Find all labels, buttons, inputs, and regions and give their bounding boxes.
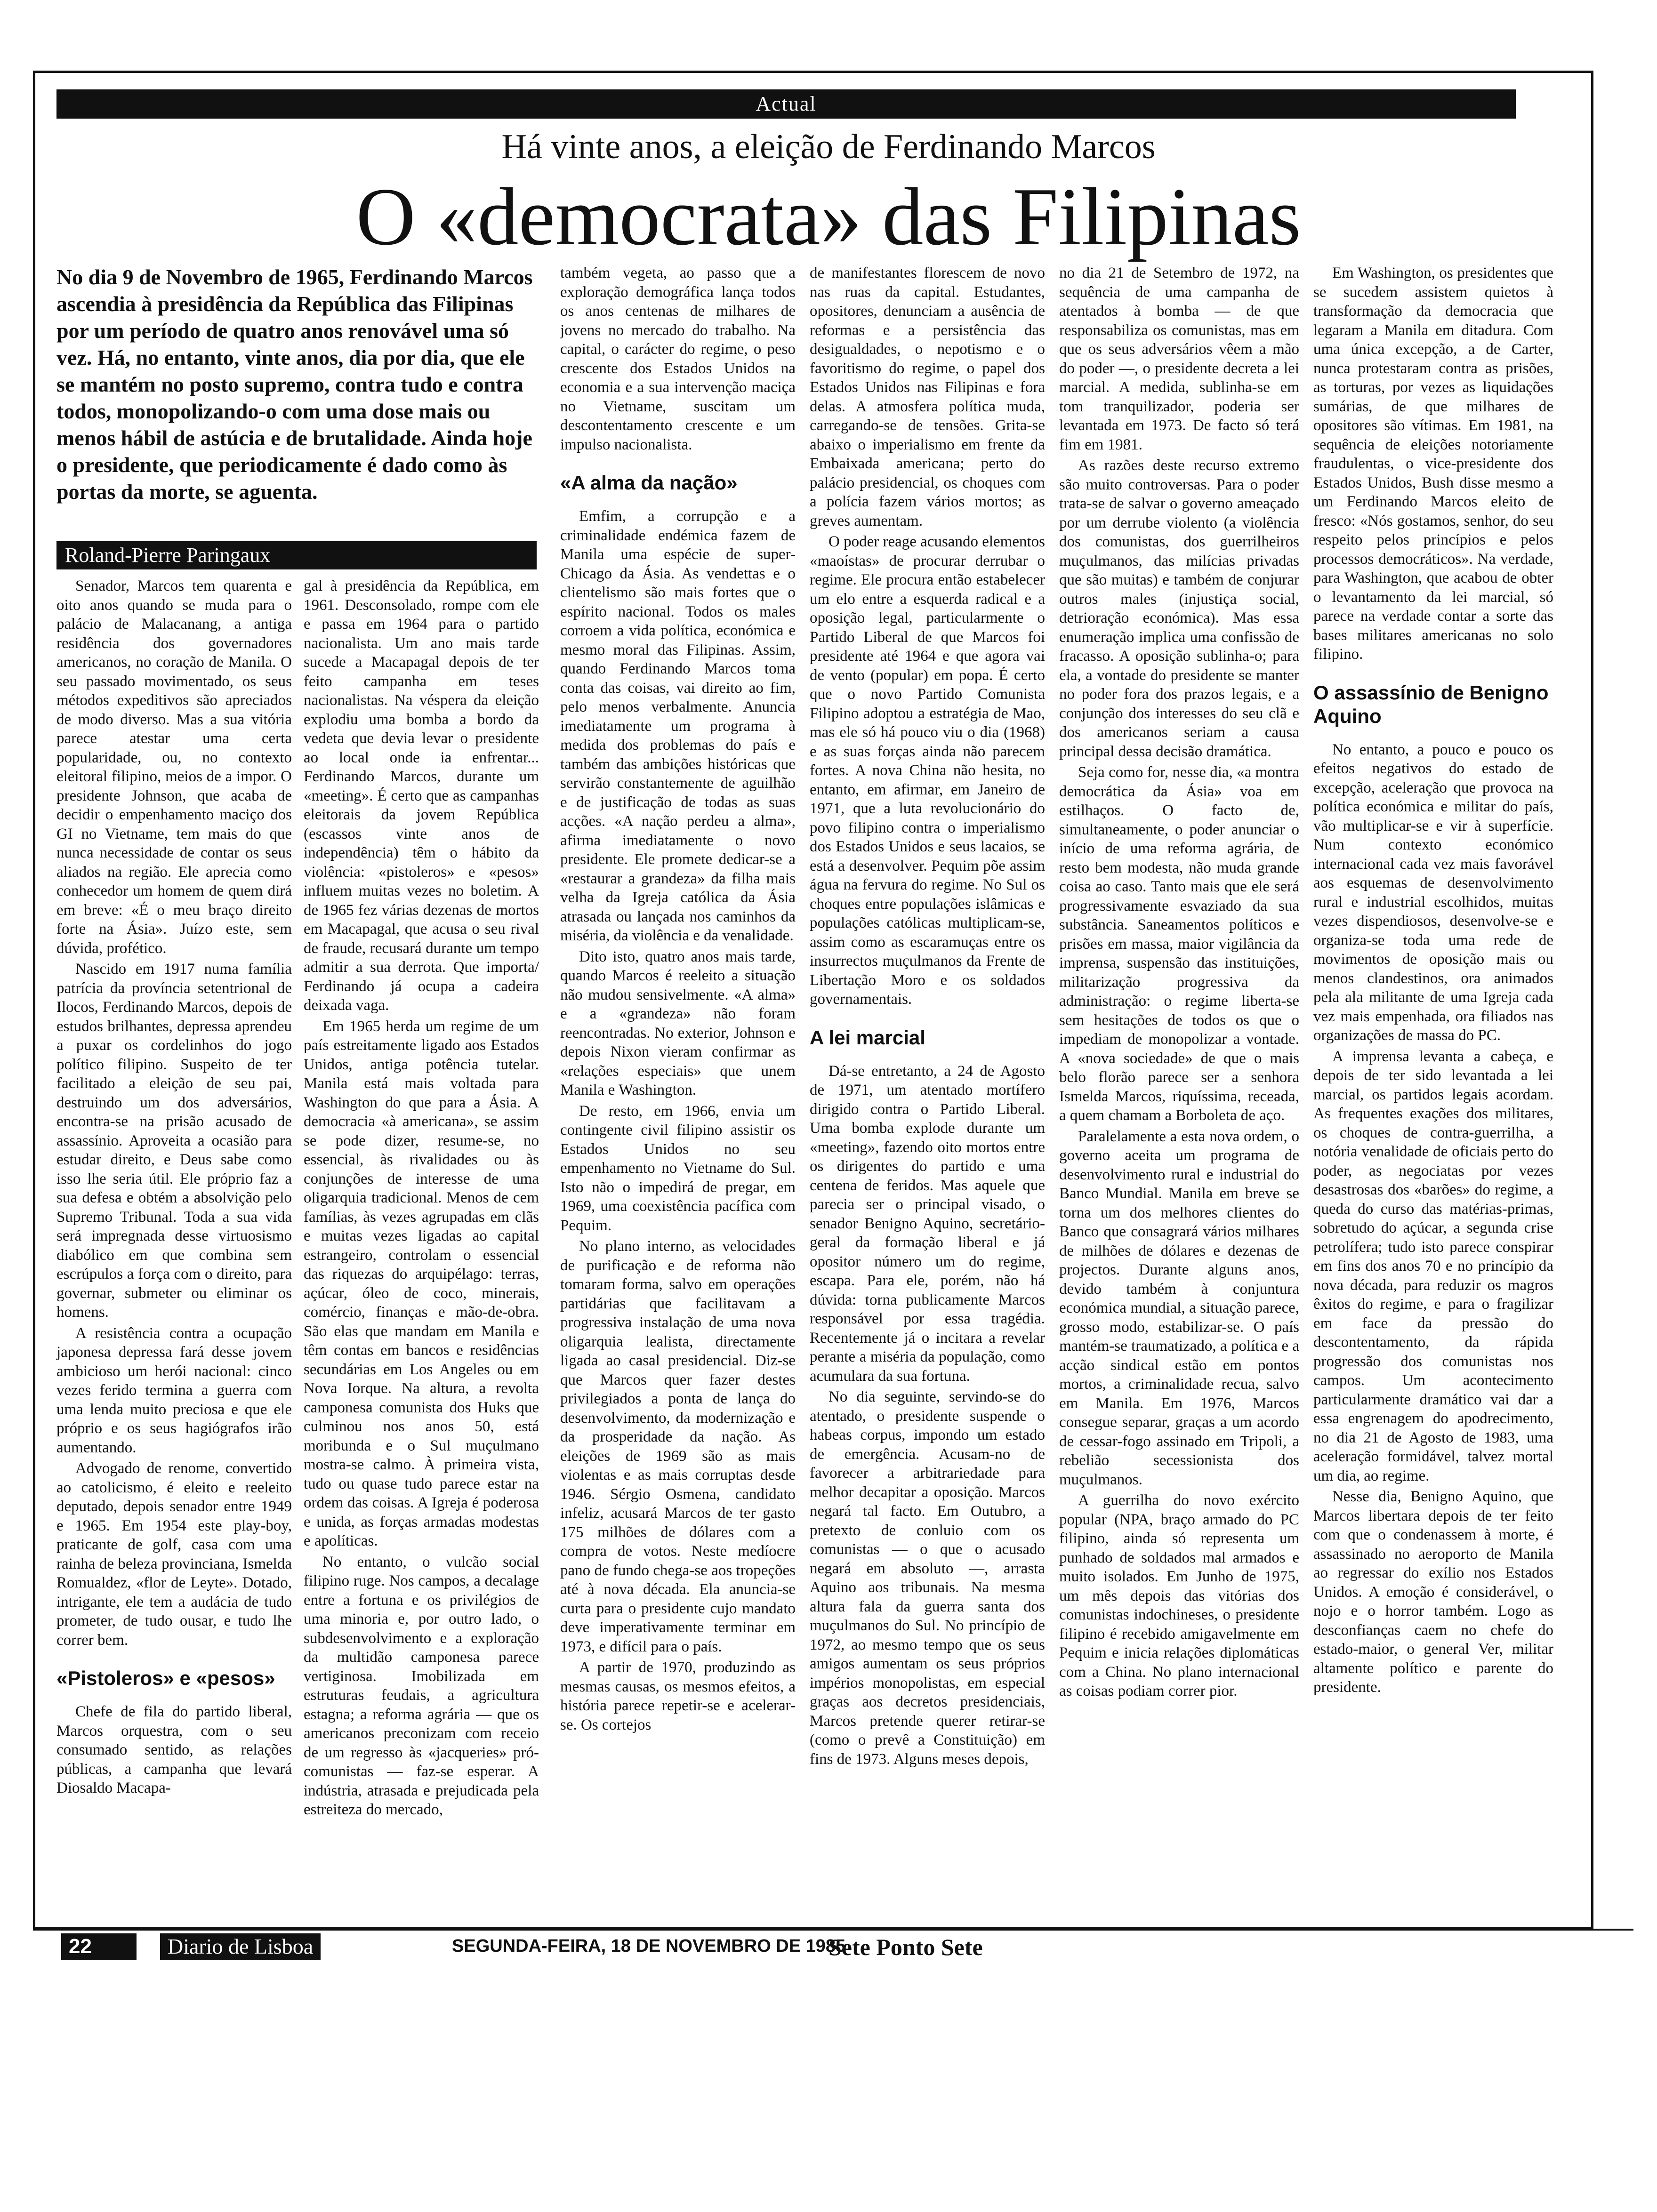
issue-date: SEGUNDA-FEIRA, 18 DE NOVEMBRO DE 1985 [452, 1936, 846, 1956]
paragraph: A resistência contra a ocupação japonesa depressa fará desse jovem ambicioso um herói nacional: cinco vezes ferido termina a guerra com uma lenda muito preciosa e que ele próprio e os seus hagiógrafos irão aumentando. [56, 1324, 292, 1456]
paragraph: O poder reage acusando elementos «maoístas» de procurar derrubar o regime. Ele procura então estabelecer um elo entre a esquerda radical e a oposição legal, particularmente o Partido Liberal de que Marcos foi presidente até 1964 e que agora vai de vento (popular) em popa. É certo que o novo Partido Comunista Filipino adoptou a estratégia de Mao, mas ele só há pouco viu o dia (1968) e as suas forças ainda não parecem fortes. A nova China não hesita, no entanto, em afirmar, em Janeiro de 1971, que a luta revolucionário do povo filipino contra o imperialismo dos Estados Unidos e seus lacaios, se está a desenvolver. Pequim põe assim água na fervura do regime. No Sul os choques entre populações islâmicas e populações católicas multiplicam-se, assim como as escaramuças entre os insurrectos muçulmanos da Frente de Libertação Moro e os soldados governamentais. [810, 533, 1045, 1008]
paragraph: De resto, em 1966, envia um contingente civil filipino assistir os Estados Unidos no seu empenhamento no Vietname do Sul. Isto não o impedirá de pregar, em 1969, uma coexistência pacífica com Pequim. [560, 1102, 796, 1234]
paragraph: Em Washington, os presidentes que se sucedem assistem quietos à transformação da democracia que legaram a Manila em ditadura. Com uma única excepção, a de Carter, nunca protestaram contra as prisões, as torturas, por vezes as liquidações sumárias, de que milhares de opositores são vítimas. Em 1981, na sequência de eleições notoriamente fraudulentas, o vice-presidente dos Estados Unidos, Bush disse mesmo a um Ferdinando Marcos eleito de fresco: «Nós gostamos, senhor, do seu respeito pelos princípios e pelos processos democráticos». Na verdade, para Washington, que acabou de obter o levantamento da lei marcial, só parece na verdade contar a sorte das bases militares americanas no solo filipino. [1313, 264, 1553, 663]
paragraph: No dia seguinte, servindo-se do atentado, o presidente suspende o habeas corpus, impondo um estado de emergência. Acusam-no de favorecer a arbitrariedade para melhor decapitar a oposição. Marcos negará tal facto. Em Outubro, a pretexto de conluio com os comunistas — o que o acusado negará em absoluto —, arrasta Aquino aos tribunais. Na mesma altura fala da guerra santa dos muçulmanos do Sul. No princípio de 1972, ao mesmo tempo que os seus amigos aumentam os seus próprios impérios monopolistas, em especial graças aos decretos presidenciais, Marcos pretende querer retirar-se (como o prevê a Constituição) em fins de 1973. Alguns meses depois, [810, 1388, 1045, 1768]
page-footer [47, 1933, 1601, 1962]
paragraph: A imprensa levanta a cabeça, e depois de ter sido levantada a lei marcial, os partidos legais acordam. As frequentes exações dos militares, os choques de contra-guerrilha, a notória venalidade de oficiais perto do poder, as negociatas por vezes desastrosas dos «barões» do regime, a queda do curso das matérias-primas, sobretudo do açúcar, a segunda crise petrolífera; tudo isto parece conspirar em fins dos anos 70 e no princípio da nova década, para reduzir os magros êxitos do regime, e para o fragilizar em face da pressão do descontentamento, da rápida progressão dos comunistas nos campos. Um acontecimento particularmente dramático vai dar a essa engrenagem do apodrecimento, no dia 21 de Agosto de 1983, uma aceleração formidável, talvez mortal um dia, ao regime. [1313, 1048, 1553, 1484]
paragraph: Em 1965 herda um regime de um país estreitamente ligado aos Estados Unidos, antiga potência tutelar. Manila está mais voltada para Washington do que para a Ásia. A democracia «à americana», se assim se pode dizer, resume-se, no essencial, às rivalidades ou às conjunções de interesse de uma oligarquia tradicional. Menos de cem famílias, às vezes agrupadas em clãs e muitas vezes ligadas ao capital estrangeiro, controlam o essencial das riquezas do arquipélago: terras, açúcar, óleo de coco, minerais, comércio, finanças e mão-de-obra. São elas que mandam em Manila e têm contas em bancos e residências secundárias em Los Angeles ou em Nova Iorque. Na altura, a revolta camponesa comunista dos Huks que culminou nos anos 50, está moribunda e o Sul muçulmano mostra-se calmo. À primeira vista, tudo ou quase tudo parece estar na ordem das coisas. A Igreja é poderosa e unida, as forças armadas modestas e apolíticas. [304, 1018, 539, 1549]
paragraph: A guerrilha do novo exército popular (NPA, braço armado do PC filipino, ainda só representa um punhado de soldados mal armados e muito isolados. Em Junho de 1975, um mês depois das vitórias dos comunistas indochineses, o presidente filipino é recebido amigavelmente em Pequim e inicia relações diplomáticas com a China. No plano internacional as coisas podiam correr pior. [1059, 1492, 1299, 1699]
subheading: «A alma da nação» [560, 472, 738, 494]
author-byline: Roland-Pierre Paringaux [56, 541, 537, 569]
paragraph: A partir de 1970, produzindo as mesmas causas, os mesmos efeitos, a história parece repetir-se e acelerar-se. Os cortejos [560, 1659, 796, 1733]
paragraph: gal à presidência da República, em 1961. Desconsolado, rompe com ele e passa em 1964 para o partido nacionalista. Um ano mais tarde sucede a Macapagal depois de ter feito campanha em teses nacionalistas. Na véspera da eleição explodiu uma bomba a bordo da vedeta que devia levar o presidente ao local onde ia enfrentar... Ferdinando Marcos, durante um «meeting». É certo que as campanhas eleitorais da jovem República (escassos vinte anos de independência) têm o hábito da violência: «pistoleros» e «pesos» influem muitas vezes no boletim. A de 1965 fez várias dezenas de mortos em Macapagal, que acusa o seu rival de fraude, recusará durante um tempo admitir a sua derrota. Que importa/ Ferdinando já ocupa a cadeira deixada vaga. [304, 577, 539, 1014]
paragraph: No plano interno, as velocidades de purificação e de reforma não tomaram forma, salvo em operações partidárias que facilitavam a progressiva instalação de uma nova oligarquia lealista, directamente ligada ao casal presidencial. Diz-se que Marcos quer fazer destes privilegiados a ponta de lança do desenvolvimento, da modernização e da prosperidade da nação. As eleições de 1969 são as mais violentas e as mais corruptas desde 1946. Sérgio Osmena, candidato infeliz, acusará Marcos de ter gasto 175 milhões de dólares com a compra de votos. Neste medíocre pano de fundo chega-se aos tropeções até à nova década. Ela anuncia-se curta para o presidente cujo mandato deve imperativamente terminar em 1973, e difícil para o país. [560, 1238, 796, 1655]
column-5 [1059, 264, 1299, 1703]
page-number: 22 [61, 1933, 137, 1960]
paragraph: de manifestantes florescem de novo nas ruas da capital. Estudantes, opositores, denunciam a ausência de reformas e a persistência das desigualdades, o nepotismo e o favoritismo do regime, o papel dos Estados Unidos nas Filipinas e fora delas. A atmosfera política muda, carregando-se de tensões. Grita-se abaixo o imperialismo em frente da Embaixada americana; perto do palácio presidencial, os choques com a polícia fazem vários mortos; as greves aumentam. [810, 264, 1045, 529]
newspaper-name: Diario de Lisboa [160, 1933, 321, 1960]
subheading: A lei marcial [810, 1026, 925, 1049]
paragraph: Seja como for, nesse dia, «a montra democrática da Ásia» voa em estilhaços. O facto de, simultaneamente, o poder anunciar o início de uma reforma agrária, de resto bem modesta, não muda grande coisa ao caso. Tanto mais que ele será progressivamente esvaziado da sua substância. Saneamentos políticos e prisões em massa, maior vigilância da imprensa, suspensão das instituições, militarização progressiva da administração: o regime liberta-se sem hesitações de todos os que o impediam de monopolizar a vontade. A «nova sociedade» de que o mais belo florão parece ser a senhora Ismelda Marcos, riquíssima, receada, a quem chamam a Borboleta de aço. [1059, 764, 1299, 1124]
section-rubric: Actual [56, 89, 1516, 119]
paragraph: No entanto, o vulcão social filipino ruge. Nos campos, a decalage entre a fortuna e os privilégios de uma minoria e, por outro lado, o subdesenvolvimento e a exploração da multidão camponesa parece vertiginosa. Imobilizada em estruturas feudais, a agricultura estagna; a reforma agrária — que os americanos preconizam com receio de um regresso às «jacqueries» pró-comunistas — faz-se esperar. A indústria, atrasada e prejudicada pela estreiteza do mercado, [304, 1553, 539, 1818]
headline: O «democrata» das Filipinas [356, 171, 1301, 262]
paragraph: Senador, Marcos tem quarenta e oito anos quando se muda para o palácio de Malacanang, a antiga residência dos governadores americanos, no coração de Manila. O seu passado movimentado, os seus métodos expeditivos são apreciados de modo diverso. Mas a sua vitória parece atestar uma certa popularidade, ou, no contexto eleitoral filipino, meios de a impor. O presidente Johnson, que acaba de decidir o empenhamento maciço dos GI no Vietname, tem mais do que nunca necessidade de contar os seus aliados na região. Ele aprecia como conhecedor um homem de quem dirá em breve: «É o meu braço direito forte na Ásia». Juízo este, sem dúvida, profético. [56, 577, 292, 957]
paragraph: Paralelamente a esta nova ordem, o governo aceita um programa de desenvolvimento rural e industrial do Banco Mundial. Manila em breve se torna um dos melhores clientes do Banco que consagrará vários milhares de milhões de dólares e dezenas de projectos. Durante alguns anos, devido também à conjuntura económica mundial, a situação parece, grosso modo, estabilizar-se. O país mantém-se traumatizado, a política e a acção sindical estão em pontos mortos, a criminalidade recua, salvo em Manila. Em 1976, Marcos consegue separar, graças a um acordo de cessar-fogo assinado em Tripoli, a rebelião secessionista dos muçulmanos. [1059, 1128, 1299, 1488]
kicker: Há vinte anos, a eleição de Ferdinando Marcos [501, 128, 1156, 166]
paragraph: Emfim, a corrupção e a criminalidade endémica fazem de Manila uma espécie de super-Chicago da Ásia. As vendettas e o clientelismo são mais fortes que o espírito nacional. Todos os males corroem a vida política, económica e mesmo moral das Filipinas. Assim, quando Ferdinando Marcos toma conta das coisas, vai direito ao fim, pelo menos verbalmente. Anuncia imediatamente um programa à medida dos problemas do país e também das ambições históricas que servirão constantemente de aguilhão e de justificação de todas as suas acções. «A nação perdeu a alma», afirma imediatamente o novo presidente. Ele promete dedicar-se a «restaurar a grandeza» da filha mais velha da Igreja católica da Ásia atrasada ou lançada nos caminhos da miséria, da violência e da venalidade. [560, 508, 796, 944]
paragraph: As razões deste recurso extremo são muito controversas. Para o poder trata-se de salvar o governo ameaçado por um derrube violento (a violência dos comunistas, dos guerrilheiros muçulmanos, das milícias privadas que são muitas) e também de conjurar outros males (injustiça social, detrioração económica). Mas essa enumeração implica uma confissão de fracasso. A oposição sublinha-o; para ela, a vontade do presidente se manter no poder fora dos prazos legais, e a conjunção dos interesses do seu clã e dos americanos seriam a causa principal dessa decisão dramática. [1059, 457, 1299, 760]
column-1 [56, 577, 292, 1800]
paragraph: Dá-se entretanto, a 24 de Agosto de 1971, um atentado mortífero dirigido contra o Partido Liberal. Uma bomba explode durante um «meeting», fazendo oito mortos entre os dirigentes do partido e uma centena de feridos. Mas aquele que parecia ser o principal visado, o senador Benigno Aquino, secretário-geral da formação liberal e já opositor número um do regime, escapa. Para ele, porém, não há dúvida: torna publicamente Marcos responsável por essa tragédia. Recentemente já o incitara a revelar perante a miséria da população, como acumulara da sua fortuna. [810, 1062, 1045, 1385]
column-3 [560, 264, 796, 1736]
paragraph: Advogado de renome, convertido ao catolicismo, é eleito e reeleito deputado, depois senador entre 1949 e 1965. Em 1954 este play-boy, praticante de golf, casa com uma rainha de beleza provinciana, Ismelda Romualdez, «flor de Leyte». Dotado, intrigante, ele tem a audácia de tudo prometer, de tudo ousar, e tudo lhe correr bem. [56, 1460, 292, 1649]
paragraph: Dito isto, quatro anos mais tarde, quando Marcos é reeleito a situação não mudou sensivelmente. «A alma» e a «grandeza» não foram reencontradas. No exterior, Johnson e depois Nixon vieram confirmar as «relações especiais» que unem Manila e Washington. [560, 948, 796, 1098]
column-2 [304, 577, 539, 1821]
paragraph: também vegeta, ao passo que a exploração demográfica lança todos os anos centenas de milhares de jovens no mercado do trabalho. Na capital, o carácter do regime, o peso crescente dos Estados Unidos na economia e a sua intervenção maciça no Vietname, suscitam um descontentamento crescente e um impulso nacionalista. [560, 264, 796, 453]
lead-paragraph: No dia 9 de Novembro de 1965, Ferdinando Marcos ascendia à presidência da República das Filipinas por um período de quatro anos renovável uma só vez. Há, no entanto, vinte anos, dia por dia, que ele se mantém no posto supremo, contra tudo e contra todos, monopolizando-o com uma dose mais ou menos hábil de astúcia e de brutalidade. Ainda hoje o presidente, que periodicamente é dado como às portas da morte, se aguenta. [56, 265, 533, 504]
subheading: «Pistoleros» e «pesos» [56, 1667, 275, 1689]
paragraph: no dia 21 de Setembro de 1972, na sequência de uma campanha de atentados à bomba — de que responsabiliza os comunistas, mas em que os seus adversários vêem a mão do poder —, o presidente decreta a lei marcial. A medida, sublinha-se em tom tranquilizador, poderia ser levantada em 1973. De facto só terá fim em 1981. [1059, 264, 1299, 453]
paragraph: Chefe de fila do partido liberal, Marcos orquestra, com o seu consumado sentido, as relações públicas, a campanha que levará Diosaldo Macapa- [56, 1703, 292, 1796]
column-4 [810, 264, 1045, 1771]
footer-rule [33, 1929, 1633, 1931]
paragraph: Nesse dia, Benigno Aquino, que Marcos libertara depois de ter feito com que o condenassem à morte, é assassinado no aeroporto de Manila ao regressar do exílio nos Estados Unidos. A emoção é considerável, o nojo e o horror também. Logo as desconfianças caem no chefe do estado-maior, o general Ver, militar altamente político e parente do presidente. [1313, 1488, 1553, 1696]
supplement-name: Sete Ponto Sete [828, 1934, 983, 1960]
subheading: O assassínio de Benigno Aquino [1313, 681, 1549, 727]
paragraph: No entanto, a pouco e pouco os efeitos negativos do estado de excepção, aceleração que provoca na política económica e militar do país, vão multiplicar-se e vir à superfície. Num contexto económico internacional cada vez mais favorável aos esquemas de desenvolvimento rural e industrial escolhidos, muitas vezes dispendiosos, desenvolve-se e organiza-se toda uma rede de movimentos de oposição mais ou menos clandestinos, ora animados pela ala militante de uma Igreja cada vez mais empenhada, ora filiados nas organizações de massa do PC. [1313, 741, 1553, 1044]
column-6 [1313, 264, 1553, 1699]
paragraph: Nascido em 1917 numa família patrícia da província setentrional de Ilocos, Ferdinando Marcos, depois de estudos brilhantes, depressa aprendeu a puxar os cordelinhos do jogo político filipino. Suspeito de ter facilitado a eleição de seu pai, destruindo um dos adversários, encontra-se na prisão acusado de assassínio. Aproveita a ocasião para estudar direito, e Deus sabe como isso lhe seria útil. Ele próprio faz a sua defesa e obtém a absolvição pelo Supremo Tribunal. Toda a sua vida será impregnada desse virtuosismo diabólico em que combina sem escrúpulos a força com o direito, para governar, submeter ou eliminar os homens. [56, 961, 292, 1321]
